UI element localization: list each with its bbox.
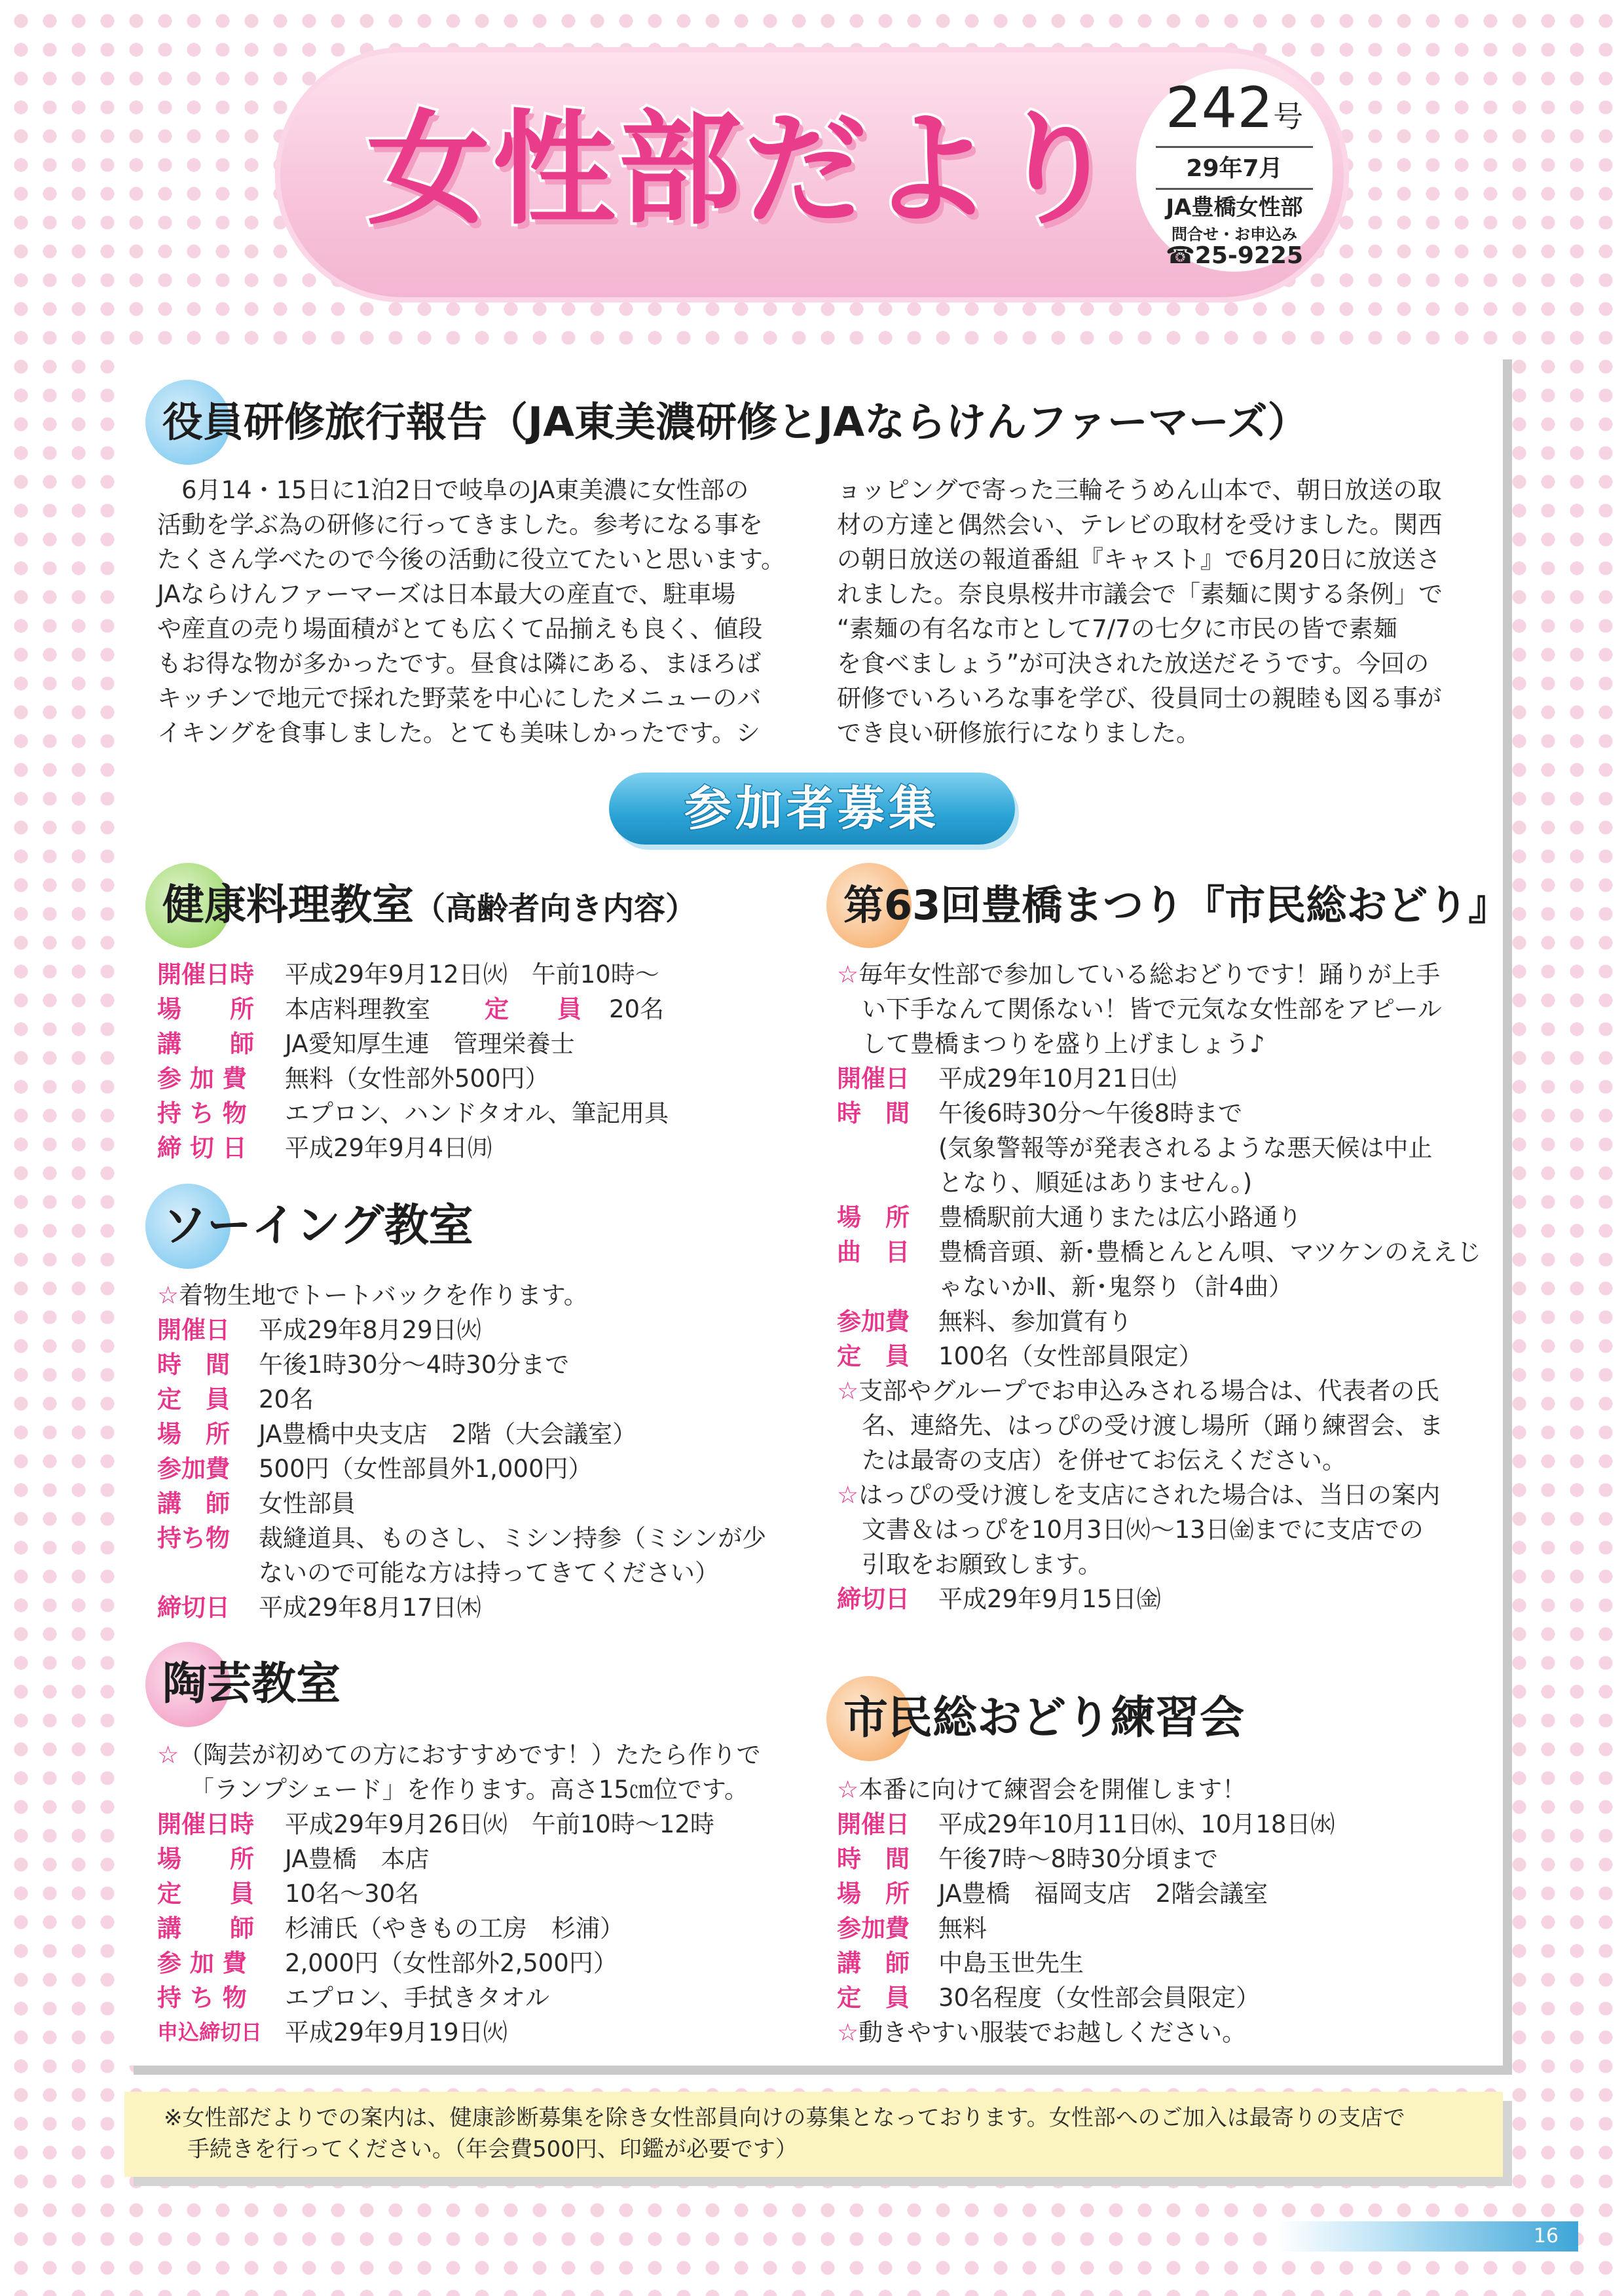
row-label: 講 師	[837, 1949, 910, 1977]
intro-text: 着物生地でトートバックを作ります。	[179, 1281, 588, 1309]
recruit-banner-label: 参加者募集	[684, 781, 940, 836]
row-label: 時 間	[837, 1845, 910, 1873]
row-label: 定 員	[157, 1880, 254, 1908]
row-label: 持ち物	[157, 1524, 230, 1552]
row-label: 参加費	[837, 1914, 910, 1942]
festival-intro	[862, 1027, 1265, 1061]
report-line: を食べましょう”が可決された放送だそうです。今回の	[837, 649, 1430, 678]
row-value: 裁縫道具、ものさし、ミシン持参（ミシンが少	[259, 1524, 767, 1552]
star-icon: ☆	[837, 960, 859, 989]
row-label: 定 員	[157, 1385, 230, 1413]
intro-text: 毎年女性部で参加している総おどりです！踊りが上手	[858, 960, 1441, 989]
row-value: JA豊橋 福岡支店 2階会議室	[938, 1880, 1268, 1908]
intro-text: して豊橋まつりを盛り上げましょう♪	[862, 1030, 1265, 1058]
row-value: 500円（女性部員外1,000円）	[259, 1455, 593, 1483]
issue-date: 29年7月	[1186, 155, 1283, 182]
issue-org: JA豊橋女性部	[1166, 194, 1303, 221]
sewing-title: ソーイング教室	[162, 1200, 473, 1252]
footer-line: 手続きを行ってください。（年会費500円、印鑑が必要です）	[187, 2136, 798, 2162]
footer-line: ※女性部だよりでの案内は、健康診断募集を除き女性部員向けの募集となっております。女性部へのご加入は最寄りの支店で	[164, 2105, 1405, 2131]
report-line: イキングを食事しました。とても美味しかったです。シ	[157, 719, 760, 747]
issue-number-value: 242	[1165, 75, 1274, 141]
row-value: 2,000円（女性部外2,500円）	[285, 1949, 618, 1977]
row-label: 場 所	[157, 1420, 230, 1448]
row-label: 持 ち 物	[157, 1099, 247, 1127]
festival-intro	[862, 992, 1442, 1027]
row-value: JA豊橋 本店	[285, 1845, 430, 1873]
festival-note	[837, 1478, 1440, 1512]
festival-title: 第63回豊橋まつり『市民総おどり』	[843, 881, 1509, 929]
row-label: 開催日	[837, 1065, 910, 1093]
note-text: 支部やグループでお申込みされる場合は、代表者の氏	[858, 1377, 1439, 1405]
cooking-subtitle: （高齢者向き内容）	[414, 890, 697, 927]
practice-outro	[837, 2015, 1246, 2050]
row-label: 申込締切日	[157, 2020, 263, 2045]
star-icon: ☆	[837, 1481, 859, 1509]
row-value: 午後7時～8時30分頃まで	[938, 1845, 1219, 1873]
sewing-intro	[157, 1278, 588, 1313]
row-label: 講 師	[157, 1030, 254, 1058]
report-line: でき良い研修旅行になりました。	[837, 719, 1200, 747]
report-line: もお得な物が多かったです。昼食は隣にある、まほろば	[157, 649, 762, 678]
row-label: 参加費	[837, 1307, 910, 1336]
note-text: はっぴの受け渡しを支店にされた場合は、当日の案内	[858, 1481, 1441, 1509]
row-label: 時 間	[837, 1099, 910, 1127]
pottery-intro	[157, 1738, 761, 1772]
report-line: たくさん学べたので今後の活動に役立てたいと思います。	[157, 545, 786, 574]
note-text: 名、連絡先、はっぴの受け渡し場所（踊り練習会、ま	[862, 1412, 1443, 1440]
divider	[1156, 146, 1313, 148]
row-value: 平成29年9月12日㈫ 午前10時～	[285, 960, 659, 989]
report-line: ョッピングで寄った三輪そうめん山本で、朝日放送の取	[837, 476, 1442, 504]
festival-note	[862, 1408, 1443, 1443]
report-column-2	[837, 473, 1479, 750]
report-line: キッチンで地元で採れた野菜を中心にしたメニューのバ	[157, 684, 762, 712]
row-value: 女性部員	[259, 1489, 356, 1518]
row-label: 場 所	[157, 995, 254, 1023]
row-label: 定 員	[837, 1342, 910, 1370]
row-value: 平成29年9月4日㈪	[285, 1134, 492, 1162]
row-value: 平成29年8月29日㈫	[259, 1316, 481, 1344]
row-value: ないので可能な方は持ってきてください）	[259, 1559, 719, 1587]
row-label: 時 間	[157, 1351, 230, 1379]
row-value: 豊橋駅前大通りまたは広小路通り	[938, 1203, 1302, 1231]
row-value: 無料（女性部外500円）	[285, 1065, 549, 1093]
row-value: 平成29年10月11日㈬、10月18日㈬	[938, 1810, 1335, 1838]
issue-number	[1136, 75, 1333, 149]
row-value: 豊橋音頭、新･豊橋とんとん唄、マツケンのええじ	[938, 1238, 1482, 1266]
row-label: 開催日時	[157, 960, 254, 989]
page-number: 16	[1533, 2225, 1559, 2248]
cooking-title	[162, 876, 697, 938]
row-label: 持 ち 物	[157, 1984, 247, 2012]
row-value: 本店料理教室	[285, 995, 430, 1023]
row-value: 平成29年9月26日㈫ 午前10時～12時	[285, 1810, 714, 1838]
row-label: 開催日時	[157, 1810, 254, 1838]
row-label: 締切日	[157, 1594, 230, 1622]
row-value: 午後6時30分～午後8時まで	[938, 1099, 1243, 1127]
intro-text: （陶芸が初めての方におすすめです！）たたら作りで	[179, 1741, 761, 1769]
row-value: 平成29年8月17日㈭	[259, 1594, 481, 1622]
report-line: JAならけんファーマーズは日本最大の産直で、駐車場	[157, 580, 736, 608]
intro-text: 本番に向けて練習会を開催します！	[858, 1776, 1247, 1804]
row-value: 無料、参加賞有り	[938, 1307, 1132, 1336]
row-label: 場 所	[157, 1845, 254, 1873]
note-text: 引取をお願致します。	[862, 1550, 1103, 1578]
row-label: 曲 目	[837, 1238, 910, 1266]
row-label: 締切日	[837, 1585, 910, 1613]
row-label: 開催日	[837, 1810, 910, 1838]
row-value: 平成29年9月15日㈮	[938, 1585, 1161, 1613]
report-line: 活動を学ぶ為の研修に行ってきました。参考になる事を	[157, 511, 763, 539]
row-label: 開催日	[157, 1316, 230, 1344]
row-value: JA豊橋中央支店 2階（大会議室）	[259, 1420, 637, 1448]
star-icon: ☆	[837, 1377, 859, 1405]
issue-suffix: 号	[1273, 99, 1304, 134]
row-value: 午後1時30分～4時30分まで	[259, 1351, 570, 1379]
report-line: 研修でいろいろな事を学び、役員同士の親睦も図る事が	[837, 684, 1442, 712]
masthead-title: 女性部だより	[367, 98, 1121, 242]
star-icon: ☆	[837, 2018, 859, 2047]
row-value: となり、順延はありません。)	[938, 1169, 1253, 1197]
festival-note	[862, 1443, 1346, 1478]
intro-text: い下手なんて関係ない！皆で元気な女性部をアピール	[862, 995, 1442, 1023]
row-value: 無料	[938, 1914, 987, 1942]
festival-note	[862, 1547, 1102, 1582]
note-text: 文書＆はっぴを10月3日㈫～13日㈮までに支店での	[862, 1516, 1424, 1544]
report-line: 6月14・15日に1泊2日で岐阜のJA東美濃に女性部の	[157, 476, 749, 504]
star-icon: ☆	[157, 1281, 179, 1309]
row-value: 平成29年9月19日㈫	[285, 2018, 507, 2047]
row-value: 20名	[259, 1385, 314, 1413]
report-column-1	[157, 473, 819, 750]
row-label: 場 所	[837, 1880, 910, 1908]
festival-intro	[837, 957, 1440, 992]
row-value: 杉浦氏（やきもの工房 杉浦）	[285, 1914, 624, 1942]
row-value: エプロン、手拭きタオル	[285, 1984, 550, 2012]
row-value: ゃないかⅡ、新･鬼祭り（計4曲）	[938, 1273, 1293, 1301]
report-line: や産直の売り場面積がとても広くて品揃えも良く、値段	[157, 615, 763, 643]
report-line: の朝日放送の報道番組『キャスト』で6月20日に放送さ	[837, 545, 1441, 574]
row-label: 定 員	[837, 1984, 910, 2012]
pottery-intro	[190, 1772, 748, 1807]
row-value: 平成29年10月21日㈯	[938, 1065, 1177, 1093]
practice-intro	[837, 1772, 1246, 1807]
report-title: 役員研修旅行報告（JA東美濃研修とJAならけんファーマーズ）	[162, 398, 1308, 446]
row-value: 30名程度（女性部会員限定）	[938, 1984, 1261, 2012]
intro-text: 「ランプシェード」を作ります。高さ15㎝位です。	[190, 1776, 748, 1804]
report-line: れました。奈良県桜井市議会で「素麺に関する条例」で	[837, 580, 1443, 608]
row-label: 参加費	[157, 1455, 230, 1483]
row-label: 講 師	[157, 1489, 230, 1518]
contact-label: 問合せ・お申込み	[1172, 225, 1297, 244]
issue-info-box	[1136, 69, 1333, 272]
row-label: 講 師	[157, 1914, 254, 1942]
row-value: エプロン、ハンドタオル、筆記用具	[285, 1099, 669, 1127]
row-value: 100名（女性部員限定）	[938, 1342, 1203, 1370]
row-label: 定 員	[485, 995, 581, 1023]
report-line: “素麺の有名な市として7/7の七夕に市民の皆で素麺	[837, 615, 1397, 643]
note-text: たは最寄の支店）を併せてお伝えください。	[862, 1446, 1346, 1474]
pottery-title: 陶芸教室	[162, 1658, 341, 1710]
row-label: 参 加 費	[157, 1065, 247, 1093]
report-line: 材の方達と偶然会い、テレビの取材を受けました。関西	[837, 511, 1443, 539]
row-value: 10名～30名	[285, 1880, 420, 1908]
row-value: (気象警報等が発表されるような悪天候は中止	[938, 1134, 1433, 1162]
row-label: 締 切 日	[157, 1134, 247, 1162]
star-icon: ☆	[157, 1741, 179, 1769]
outro-text: 動きやすい服装でお越しください。	[858, 2018, 1247, 2047]
festival-note	[837, 1374, 1439, 1408]
row-label: 参 加 費	[157, 1949, 247, 1977]
row-value: 20名	[609, 995, 665, 1023]
cooking-title-main: 健康料理教室	[162, 881, 414, 930]
practice-title: 市民総おどり練習会	[843, 1692, 1245, 1744]
divider	[1156, 188, 1313, 190]
festival-note	[862, 1512, 1424, 1547]
footer-note	[124, 2092, 1503, 2177]
star-icon: ☆	[837, 1776, 859, 1804]
row-label: 場 所	[837, 1203, 910, 1231]
row-value: JA愛知厚生連 管理栄養士	[285, 1030, 575, 1058]
row-value: 中島玉世先生	[938, 1949, 1084, 1977]
contact-phone[interactable]: ☎25-9225	[1165, 242, 1304, 269]
